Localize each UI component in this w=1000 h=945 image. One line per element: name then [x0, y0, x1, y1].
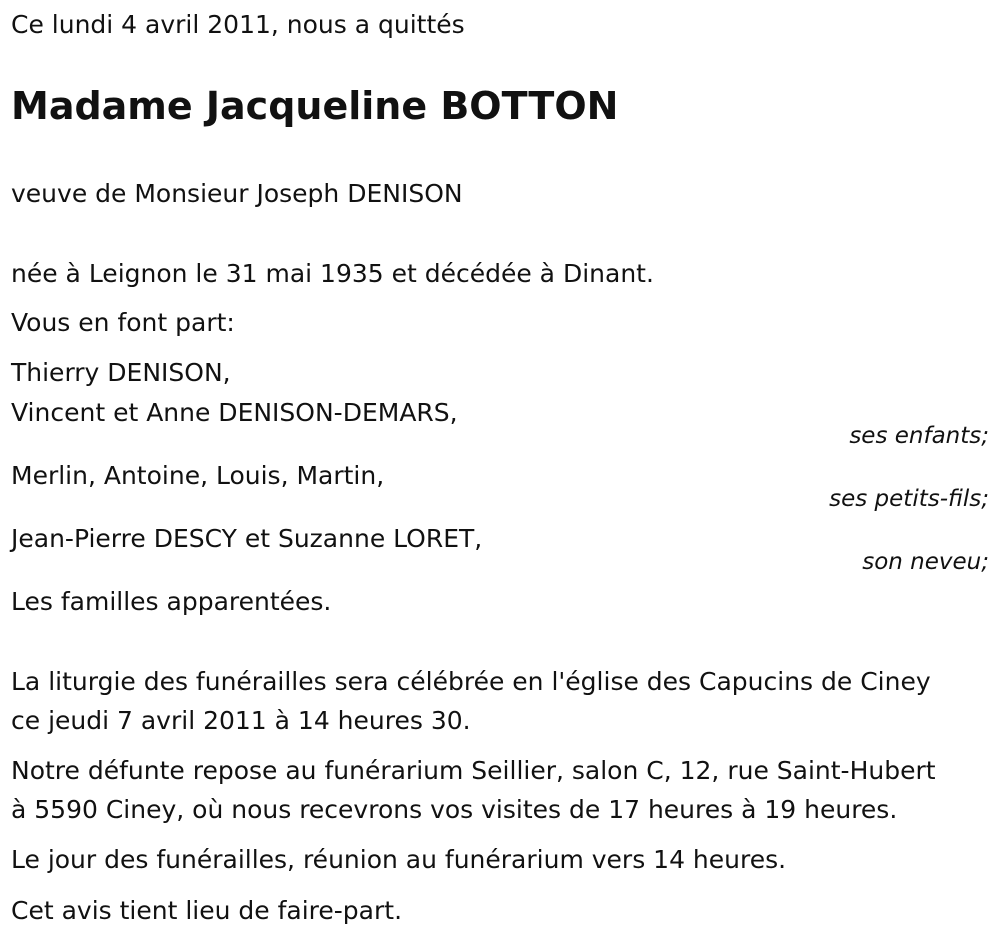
- grandchildren-role: ses petits-fils;: [829, 486, 989, 512]
- widow-of-line: veuve de Monsieur Joseph DENISON: [11, 179, 463, 208]
- closing-line: Cet avis tient lieu de faire-part.: [11, 896, 403, 925]
- children-role: ses enfants;: [849, 423, 989, 449]
- rest-line-2: à 5590 Ciney, où nous recevrons vos visites de 17 heures à 19 heures.: [11, 795, 898, 824]
- liturgy-line-1: La liturgie des funérailles sera célébrée en l'église des Capucins de Ciney: [11, 667, 931, 696]
- meeting-line: Le jour des funérailles, réunion au funérarium vers 14 heures.: [11, 845, 787, 874]
- birth-death-line: née à Leignon le 31 mai 1935 et décédée à Dinant.: [11, 259, 654, 288]
- grandchildren-line: Merlin, Antoine, Louis, Martin,: [11, 461, 385, 490]
- nephew-role: son neveu;: [862, 549, 989, 575]
- children-line-2: Vincent et Anne DENISON-DEMARS,: [11, 398, 458, 427]
- announce-line: Vous en font part:: [11, 308, 235, 337]
- nephew-line: Jean-Pierre DESCY et Suzanne LORET,: [11, 524, 483, 553]
- liturgy-line-2: ce jeudi 7 avril 2011 à 14 heures 30.: [11, 706, 471, 735]
- intro-line: Ce lundi 4 avril 2011, nous a quittés: [11, 10, 465, 39]
- relatives-line: Les familles apparentées.: [11, 587, 332, 616]
- deceased-name: Madame Jacqueline BOTTON: [11, 84, 619, 128]
- children-line-1: Thierry DENISON,: [11, 358, 231, 387]
- rest-line-1: Notre défunte repose au funérarium Seillier, salon C, 12, rue Saint-Hubert: [11, 756, 936, 785]
